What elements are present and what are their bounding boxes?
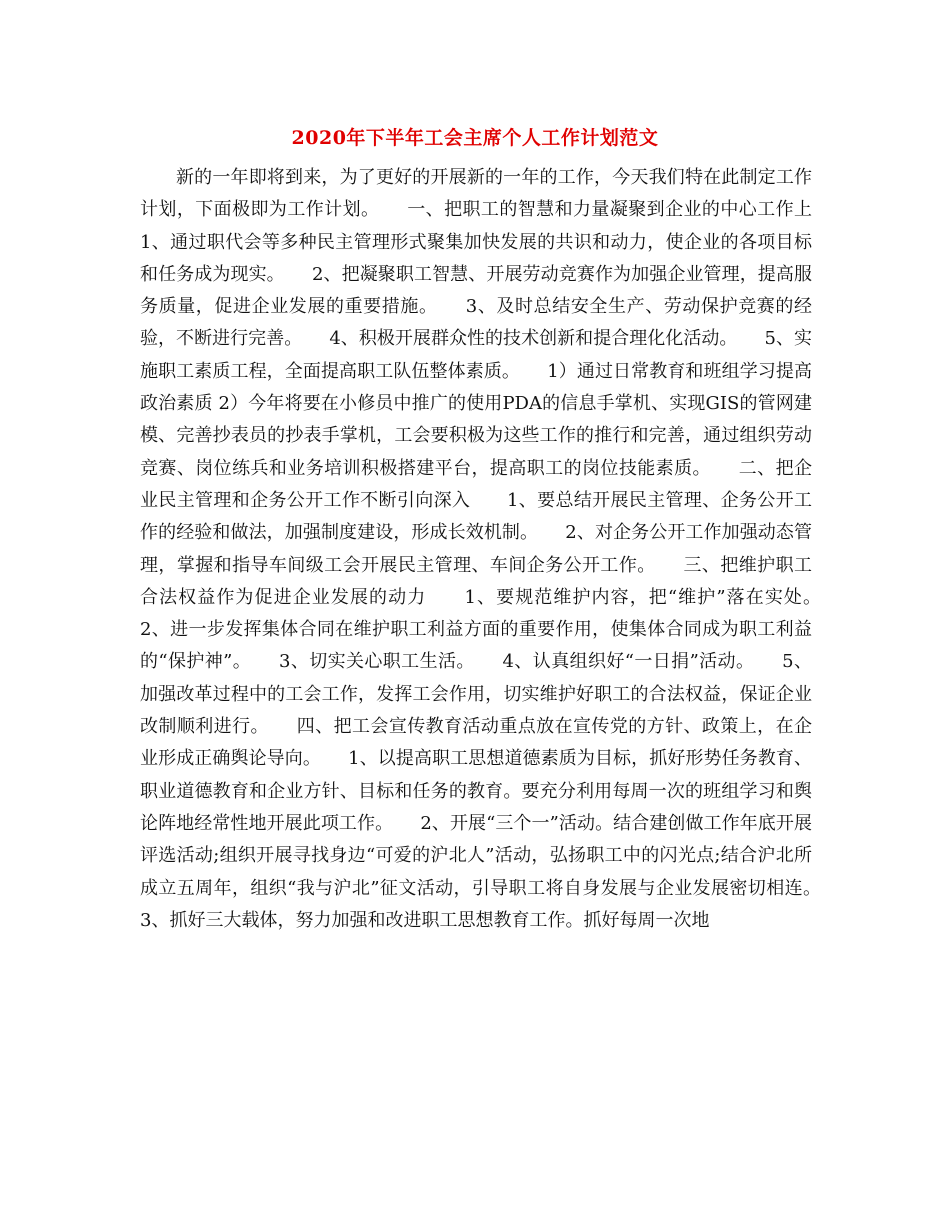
document-body: 新的一年即将到来，为了更好的开展新的一年的工作，今天我们特在此制定工作计划，下面极即为工作计划。 一、把职工的智慧和力量凝聚到企业的中心工作上 1、通过职代会等多种民主管理形式聚集加快发展的共识和动力，使企业的各项目标和任务成为现实。 2、把凝聚职工智慧、开展劳动竞赛作为加强企业管理，提高服务质量，促进企业发展的重要措施。 3、及时总结安全生产、劳动保护竞赛的经验，不断进行完善。 4、积极开展群众性的技术创新和提合理化化活动。 5、实施职工素质工程，全面提高职工队伍整体素质。 1）通过日常教育和班组学习提高政治素质 2）今年将要在小修员中推广的使用PDA的信息手掌机、实现GIS的管网建模、完善抄表员的抄表手掌机，工会要积极为这些工作的推行和完善，通过组织劳动竞赛、岗位练兵和业务培训积极搭建平台，提高职工的岗位技能素质。 二、把企业民主管理和企务公开工作不断引向深入 1、要总结开展民主管理、企务公开工作的经验和做法，加强制度建设，形成长效机制。 2、对企务公开工作加强动态管理，掌握和指导车间级工会开展民主管理、车间企务公开工作。 三、把维护职工合法权益作为促进企业发展的动力 1、要规范维护内容，把“维护”落在实处。 2、进一步发挥集体合同在维护职工利益方面的重要作用，使集体合同成为职工利益的“保护神”。 3、切实关心职工生活。 4、认真组织好“一日捐”活动。 5、加强改革过程中的工会工作，发挥工会作用，切实维护好职工的合法权益，保证企业改制顺利进行。 四、把工会宣传教育活动重点放在宣传党的方针、政策上，在企业形成正确舆论导向。 1、以提高职工思想道德素质为目标，抓好形势任务教育、职业道德教育和企业方针、目标和任务的教育。要充分利用每周一次的班组学习和舆论阵地经常性地开展此项工作。 2、开展“三个一”活动。结合建创做工作年底开展评选活动;组织开展寻找身边“可爱的沪北人”活动，弘扬职工中的闪光点;结合沪北所成立五周年，组织“我与沪北”征文活动，引导职工将自身发展与企业发展密切相连。 3、抓好三大载体，努力加强和改进职工思想教育工作。抓好每周一次地 — [140, 167, 848, 931]
document-title: 2020年下半年工会主席个人工作计划范文 — [291, 127, 659, 149]
